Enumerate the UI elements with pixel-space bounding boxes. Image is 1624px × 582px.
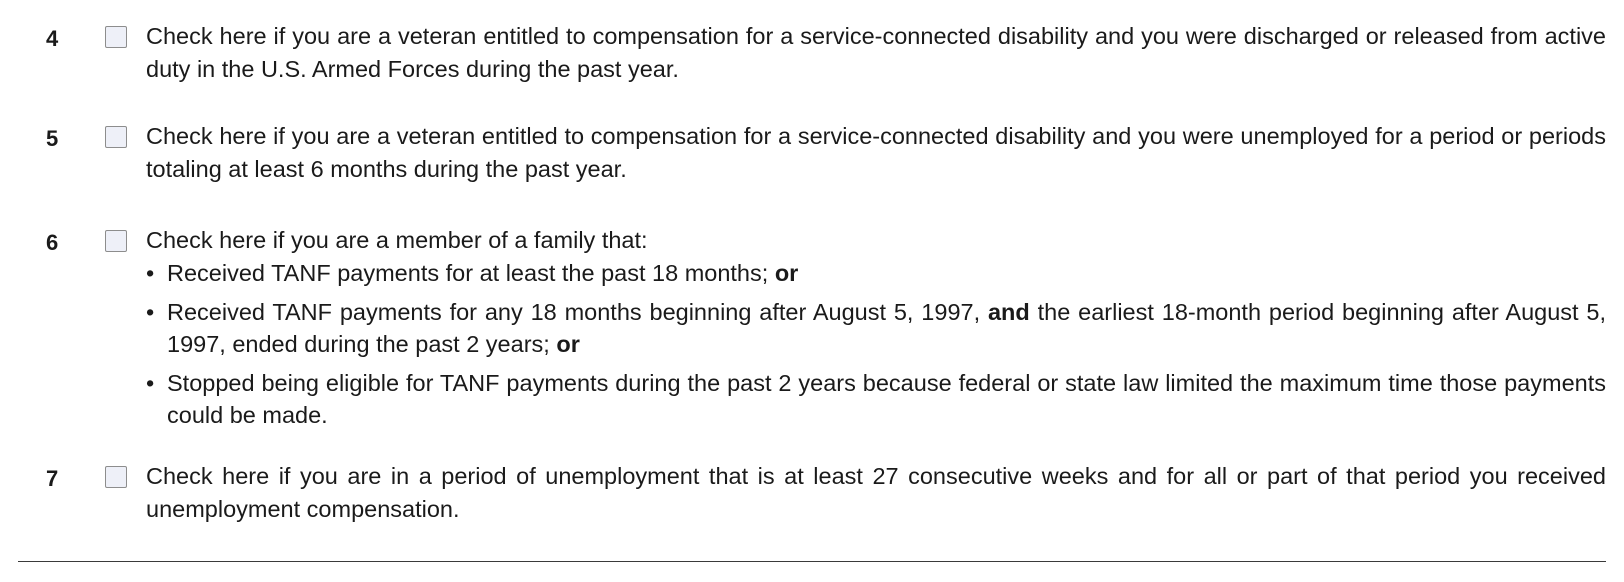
item-6-text: Check here if you are a member of a family that: (146, 227, 648, 253)
section-divider (18, 561, 1606, 562)
item-number: 7 (46, 466, 59, 491)
list-item: • Received TANF payments for at least the past 18 months; or (146, 257, 1606, 289)
bullet-icon: • (146, 260, 155, 286)
item-number: 6 (46, 230, 59, 255)
item-4-text: Check here if you are a veteran entitled to compensation for a service-connected disability and you were discharged or released from active duty in the U.S. Armed Forces during the past year. (146, 23, 1606, 82)
list-item: • Stopped being eligible for TANF payments during the past 2 years because federal or state law limited the maximum time those payments could be made. (146, 367, 1606, 431)
bullet-icon: • (146, 370, 155, 396)
list-item: • Received TANF payments for any 18 months beginning after August 5, 1997, and the earliest 18-month period beginning after August 5, 1997, ended during the past 2 years; or (146, 296, 1606, 360)
item-6-checkbox[interactable] (105, 230, 127, 252)
item-5-checkbox[interactable] (105, 126, 127, 148)
item-4-checkbox[interactable] (105, 26, 127, 48)
item-7-text: Check here if you are in a period of unemployment that is at least 27 consecutive weeks and for all or part of that period you received unemployment compensation. (146, 463, 1606, 522)
item-5-text: Check here if you are a veteran entitled to compensation for a service-connected disability and you were unemployed for a period or periods totaling at least 6 months during the past year. (146, 123, 1606, 182)
item-number: 5 (46, 126, 59, 151)
bullet-icon: • (146, 299, 155, 325)
item-7-checkbox[interactable] (105, 466, 127, 488)
item-6-bullet-list (146, 257, 1606, 438)
item-number: 4 (46, 26, 59, 51)
